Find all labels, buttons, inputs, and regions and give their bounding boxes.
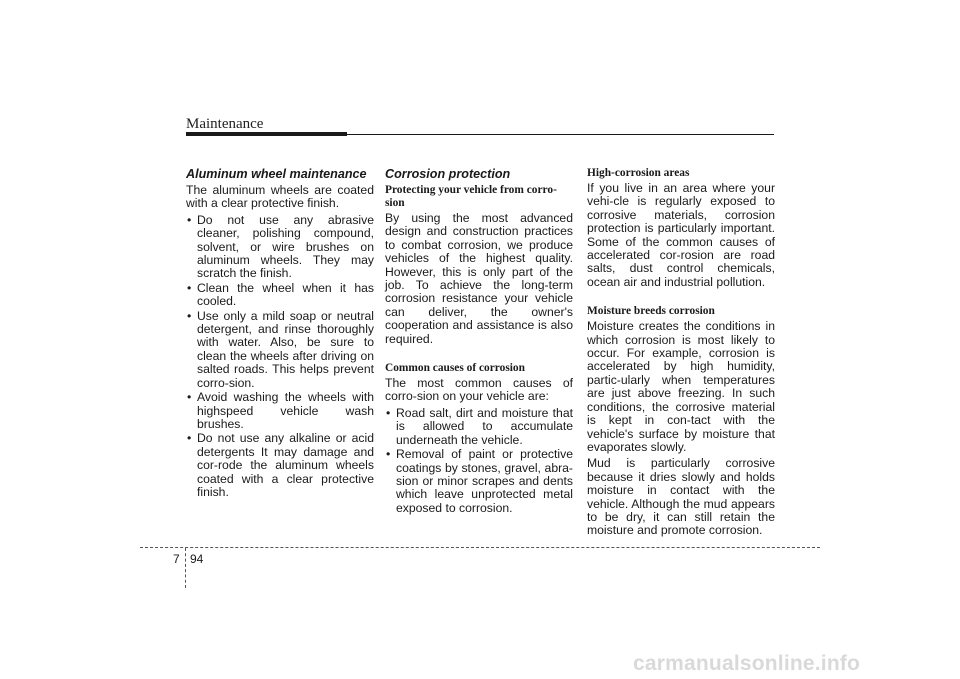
paragraph-protecting: By using the most advanced design and construction practices to combat corrosion, we produce vehicles of the highest quality. However, this is only part of the job. To achieve the long-term corrosion resistance your vehicle can deliver, the owner's cooperation and assistance is also required. (385, 211, 573, 346)
paragraph-mud: Mud is particularly corrosive because it dries slowly and holds moisture in contact with the vehicle. Although the mud appears to be dry, it can still retain the moisture and promote corrosion. (587, 456, 775, 538)
list-item: • Do not use any alkaline or acid detergents It may damage and cor-rode the aluminum wheels coated with a clear protective finish. (186, 432, 374, 499)
heading-aluminum-wheel-maintenance: Aluminum wheel maintenance (186, 167, 367, 181)
footer-vertical-divider (185, 548, 186, 588)
subheading-high-corrosion-areas: High-corrosion areas (587, 167, 690, 179)
list-item: • Do not use any abrasive cleaner, polishing compound, solvent, or wire brushes on aluminum wheels. They may scratch the finish. (186, 214, 374, 281)
section-title: Maintenance (186, 116, 264, 132)
paragraph-common-causes: The most common causes of corro-sion on your vehicle are: (385, 376, 573, 404)
heading-corrosion-protection: Corrosion protection (385, 167, 511, 181)
column-aluminum-wheel (186, 167, 374, 500)
header-rule-thin (347, 134, 774, 135)
subheading-moisture-breeds-corrosion: Moisture breeds corrosion (587, 305, 715, 318)
bullet-list-causes (385, 407, 573, 515)
list-item: • Avoid washing the wheels with highspeed vehicle wash brushes. (186, 391, 374, 431)
subheading-common-causes: Common causes of corrosion (385, 362, 525, 375)
chapter-number: 7 (173, 552, 180, 566)
subheading-protecting-vehicle: Protecting your vehicle from corro-sion (385, 184, 557, 209)
page-number: 94 (190, 552, 204, 566)
list-item: • Removal of paint or protective coatings by stones, gravel, abra-sion or minor scrapes and dents which leave unprotected metal exposed to corrosion. (385, 448, 573, 515)
bullet-list-wheel-care (186, 214, 374, 500)
list-item: • Road salt, dirt and moisture that is allowed to accumulate underneath the vehicle. (385, 407, 573, 447)
column-corrosion-protection (385, 167, 573, 516)
list-item: • Use only a mild soap or neutral detergent, and rinse thoroughly with water. Also, be sure to clean the wheels after driving on salted roads. This helps prevent corro-sion. (186, 310, 374, 390)
paragraph-moisture: Moisture creates the conditions in which corrosion is most likely to occur. For example, corrosion is accelerated by high humidity, partic-ularly when temperatures are just above freezing. In such conditions, the corrosive material is kept in con-tact with the vehicle's surface by moisture that evaporates slowly. (587, 319, 775, 454)
paragraph-intro: The aluminum wheels are coated with a clear protective finish. (186, 183, 374, 211)
watermark: carmanualsonline.info (633, 652, 861, 675)
list-item: • Clean the wheel when it has cooled. (186, 282, 374, 309)
footer-divider (140, 547, 820, 548)
paragraph-high-corrosion: If you live in an area where your vehi-cle is regularly exposed to corrosive materials, corrosion protection is particularly important. Some of the common causes of accelerated cor-rosion are road salts, dust control chemicals, ocean air and industrial pollution. (587, 181, 775, 289)
header-rule-thick (186, 132, 347, 136)
column-high-corrosion (587, 167, 775, 541)
